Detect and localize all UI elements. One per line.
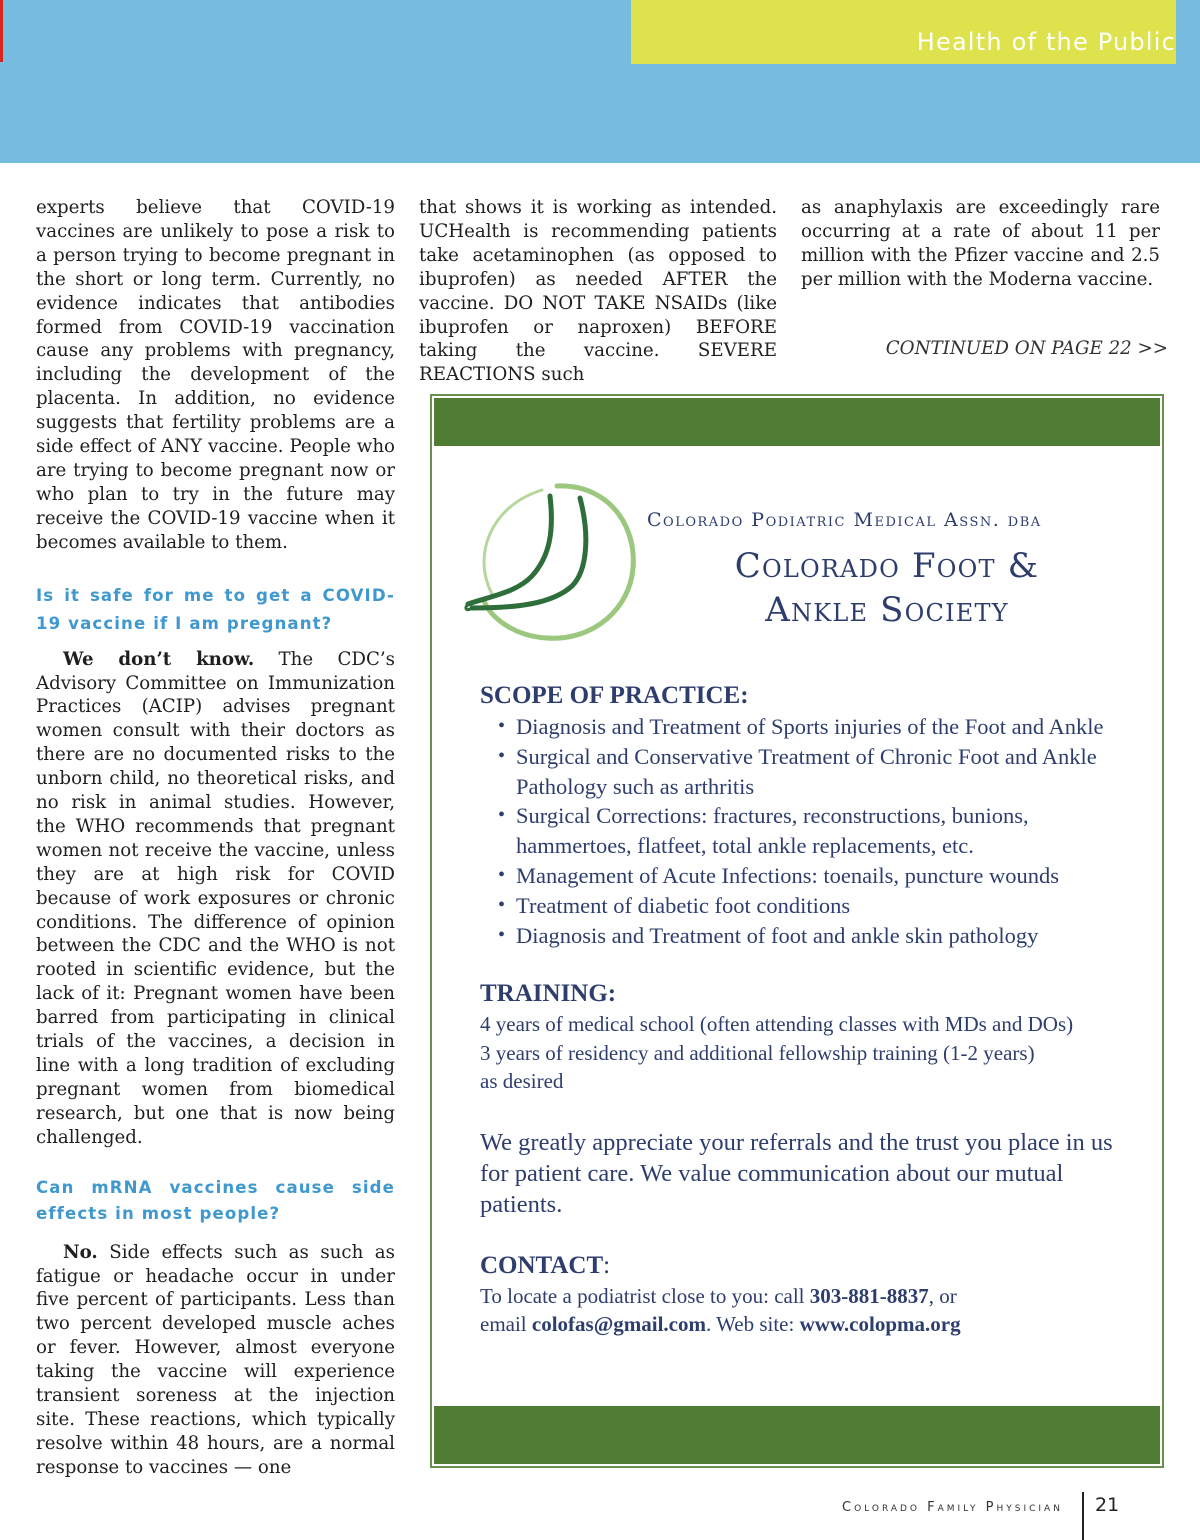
question-heading-pregnancy: Is it safe for me to get a COVID-19 vaccine if I am pregnant? — [36, 585, 395, 633]
section-label: Health of the Public — [916, 28, 1176, 56]
article-paragraph: experts believe that COVID-19 vaccines are unlikely to pose a risk to a person trying to become pregnant in the short or long term. Currently, no evidence indicates that antibodies formed from COVID-19 vaccination cause any problems with pregnancy, including the development of the placenta. In addition, no evidence suggests that fertility problems are a side effect of ANY vaccine. People who are trying to become pregnant now or who plan to try in the future may receive the COVID-19 vaccine when it becomes available to them. — [36, 197, 395, 553]
contact-text: To locate a podiatrist close to you: call — [480, 1283, 810, 1308]
org-name — [682, 544, 1092, 632]
scope-item: • Diagnosis and Treatment of Sports injuries of the Foot and Ankle — [492, 712, 1140, 742]
answer-paragraph-side-effects — [36, 1241, 395, 1480]
ad-top-bar — [434, 398, 1160, 446]
contact-heading-text: CONTACT — [480, 1251, 604, 1279]
contact-heading-colon: : — [603, 1251, 611, 1279]
footer-divider — [1082, 1492, 1084, 1540]
red-edge-mark — [0, 0, 3, 62]
advertisement-box — [430, 394, 1164, 1468]
answer-lead: No. — [63, 1241, 98, 1263]
training-heading: TRAINING: — [480, 980, 617, 1008]
answer-body: The CDC’s Advisory Committee on Immunization Practices (ACIP) advises pregnant women consult with their doctors as there are no documented risks to the unborn child, no theoretical risks, and no risk in animal studies. However, the WHO recommends that pregnant women not receive the vaccine, unless they are at high risk for COVID because of work exposures or chronic conditions. The difference of opinion between the CDC and the WHO is not rooted in scientific evidence, but the lack of it: Pregnant women have been barred from participating in clinical trials of the vaccines, a decision in line with a long tradition of excluding pregnant women from biomedical research, but one that is now being challenged. — [36, 648, 395, 1148]
scope-item: • Treatment of diabetic foot conditions — [492, 891, 1140, 921]
article-paragraph: that shows it is working as intended. UCHealth is recommending patients take acetaminophen (as opposed to ibuprofen) as needed AFTER the vaccine. DO NOT TAKE NSAIDs (like ibuprofen or naproxen) BEFORE taking the vaccine. SEVERE REACTIONS such — [419, 197, 777, 386]
scope-heading: SCOPE OF PRACTICE: — [480, 682, 749, 709]
contact-heading — [480, 1250, 1140, 1282]
scope-item: • Surgical Corrections: fractures, reconstructions, bunions, hammertoes, flatfeet, total ankle replacements, etc. — [492, 801, 1140, 861]
scope-list — [492, 712, 1140, 950]
contact-line-email — [480, 1310, 1140, 1339]
scope-item: • Surgical and Conservative Treatment of Chronic Foot and Ankle Pathology such as arthritis — [492, 742, 1140, 802]
org-name-line-1: Colorado Foot & — [734, 546, 1040, 586]
scope-item: • Diagnosis and Treatment of foot and ankle skin pathology — [492, 921, 1140, 951]
footer-magazine-name: Colorado Family Physician — [842, 1500, 1063, 1515]
article-paragraph: as anaphylaxis are exceedingly rare occurring at a rate of about 11 per million with the Pfizer vaccine and 2.5 per million with the Moderna vaccine. — [801, 197, 1160, 290]
answer-paragraph-pregnancy — [36, 648, 395, 1150]
org-dba-line: Colorado Podiatric Medical Assn. dba — [647, 509, 1042, 531]
training-line: 4 years of medical school (often attending classes with MDs and DOs) — [480, 1012, 1074, 1037]
ad-bottom-bar — [434, 1406, 1160, 1464]
contact-text: . Web site: — [706, 1312, 800, 1337]
article-column-2 — [419, 196, 777, 387]
org-name-line-2: Ankle Society — [765, 590, 1009, 630]
scope-item: • Management of Acute Infections: toenails, puncture wounds — [492, 861, 1140, 891]
appreciation-text: We greatly appreciate your referrals and the trust you place in us for patient care. We value communication about our mutual patients. — [480, 1128, 1113, 1218]
continued-link[interactable]: CONTINUED ON PAGE 22 >> — [885, 338, 1168, 359]
website-link[interactable]: www.colopma.org — [799, 1312, 961, 1337]
foot-logo-icon — [462, 476, 642, 646]
article-column-1 — [36, 196, 395, 1480]
answer-lead: We don’t know. — [63, 648, 255, 670]
page-number: 21 — [1095, 1494, 1120, 1516]
article-column-3 — [801, 196, 1160, 292]
contact-line-phone — [480, 1282, 1140, 1311]
email-link[interactable]: colofas@gmail.com — [531, 1312, 706, 1337]
training-line: 3 years of residency and additional fellowship training (1-2 years) — [480, 1040, 1035, 1065]
contact-text: email — [480, 1312, 532, 1337]
training-line: as desired — [480, 1069, 564, 1094]
contact-text: , or — [928, 1283, 957, 1308]
question-heading-side-effects: Can mRNA vaccines cause side effects in most people? — [36, 1177, 395, 1223]
answer-body: Side effects such as such as fatigue or headache occur in under five percent of participants. Less than two percent developed muscle aches or fever. However, almost everyone taking the vaccine will experience transient soreness at the injection site. These reactions, which typically resolve within 48 hours, are a normal response to vaccines — one — [36, 1241, 395, 1478]
phone-number-link[interactable]: 303-881-8837 — [809, 1283, 929, 1308]
ad-body — [480, 680, 1140, 1339]
